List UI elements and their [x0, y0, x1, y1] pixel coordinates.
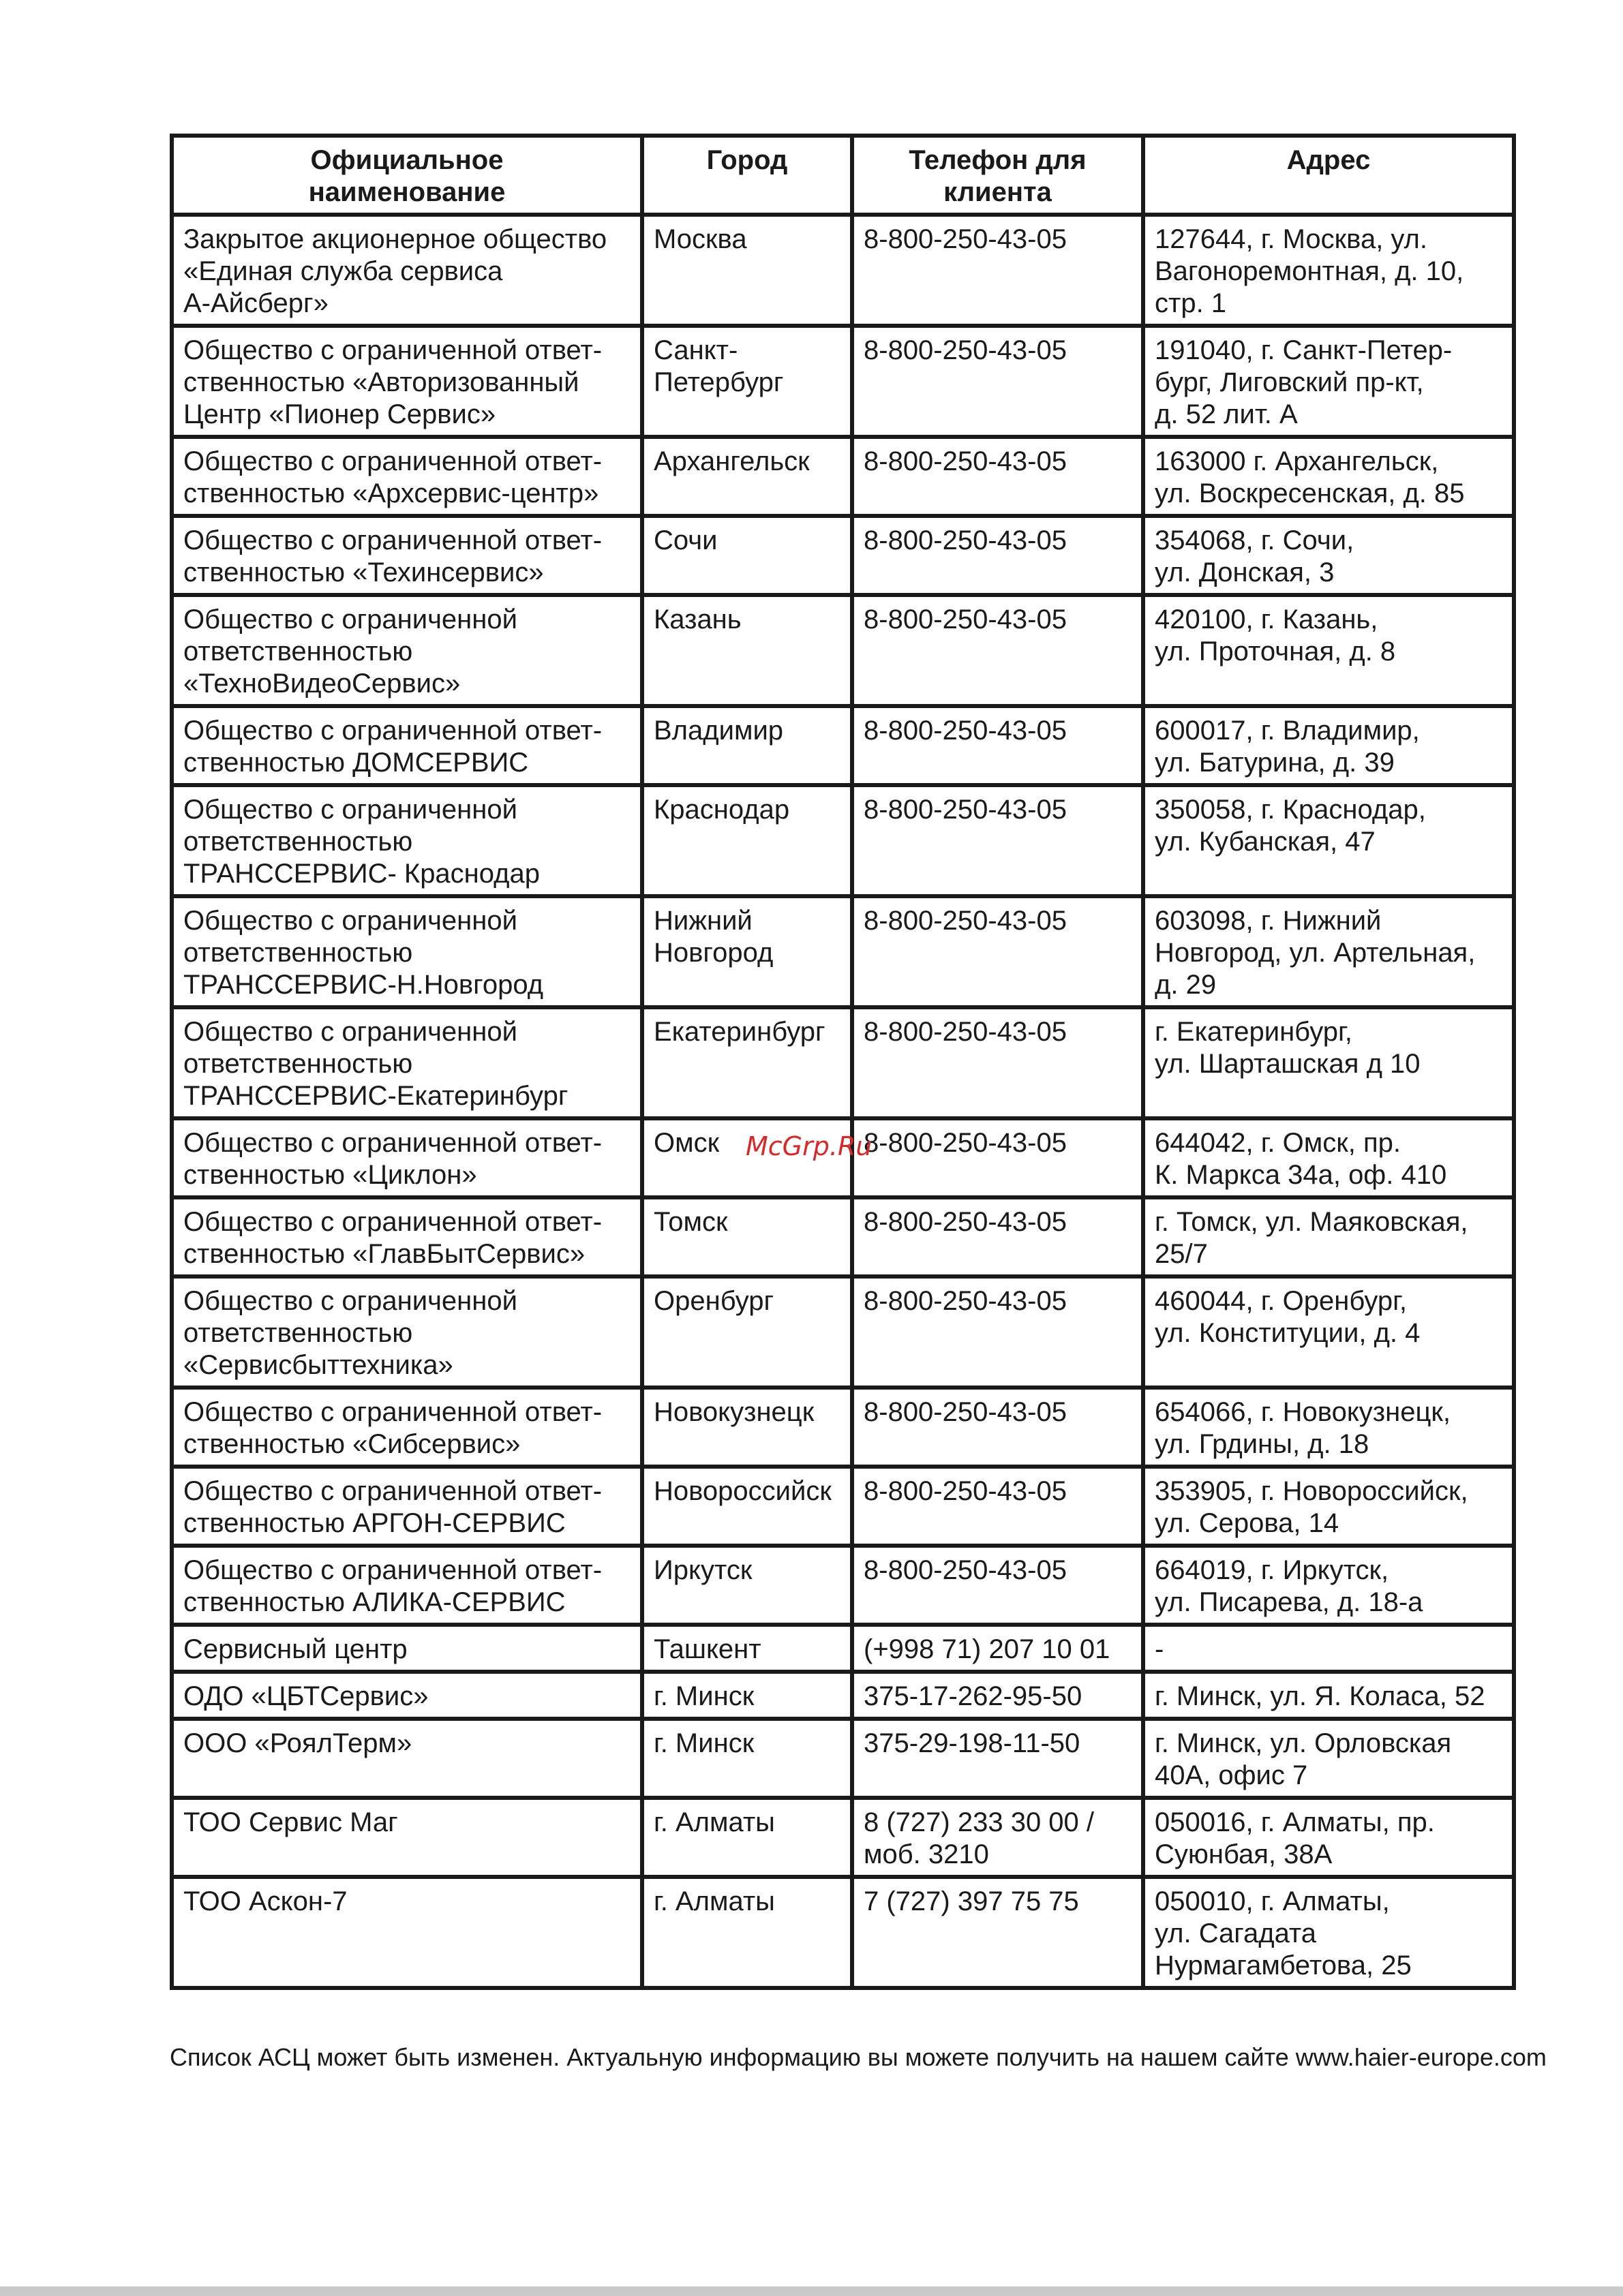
cell-city: Ташкент — [642, 1625, 852, 1672]
table-row — [172, 437, 1514, 516]
cell-client-phone: (+998 71) 207 10 01 — [852, 1625, 1143, 1672]
cell-official-name: Общество с ограниченной ответ- ственностью «ГлавБытСервис» — [172, 1197, 642, 1276]
cell-client-phone: 8-800-250-43-05 — [852, 1467, 1143, 1546]
cell-client-phone: 8-800-250-43-05 — [852, 595, 1143, 706]
cell-official-name: Общество с ограниченной ответ- ственностью «Сибсервис» — [172, 1388, 642, 1467]
cell-client-phone: 8-800-250-43-05 — [852, 1118, 1143, 1197]
cell-client-phone: 8-800-250-43-05 — [852, 1388, 1143, 1467]
cell-city: Сочи — [642, 516, 852, 595]
cell-city: Новокузнецк — [642, 1388, 852, 1467]
cell-address: 354068, г. Сочи, ул. Донская, 3 — [1143, 516, 1514, 595]
cell-city: Томск — [642, 1197, 852, 1276]
cell-city: Санкт- Петербург — [642, 326, 852, 437]
cell-client-phone: 8-800-250-43-05 — [852, 706, 1143, 785]
page-bottom-rule — [0, 2286, 1623, 2296]
header-address: Адрес — [1143, 136, 1514, 215]
cell-city: г. Минск — [642, 1672, 852, 1719]
cell-city: г. Минск — [642, 1719, 852, 1798]
cell-city: Омск — [642, 1118, 852, 1197]
table-row — [172, 785, 1514, 896]
cell-client-phone: 8-800-250-43-05 — [852, 326, 1143, 437]
cell-client-phone: 8 (727) 233 30 00 / моб. 3210 — [852, 1798, 1143, 1877]
header-city: Город — [642, 136, 852, 215]
cell-official-name: ТОО Сервис Маг — [172, 1798, 642, 1877]
cell-client-phone: 375-17-262-95-50 — [852, 1672, 1143, 1719]
watermark-text: McGrp.Ru — [746, 1131, 873, 1161]
cell-official-name: Сервисный центр — [172, 1625, 642, 1672]
cell-official-name: Общество с ограниченной ответ- ственностью «Авторизованный Центр «Пионер Сервис» — [172, 326, 642, 437]
cell-city: г. Алматы — [642, 1798, 852, 1877]
cell-official-name: Закрытое акционерное общество «Единая служба сервиса А-Айсберг» — [172, 215, 642, 326]
cell-address: 664019, г. Иркутск, ул. Писарева, д. 18-а — [1143, 1546, 1514, 1625]
cell-address: г. Томск, ул. Маяковская, 25/7 — [1143, 1197, 1514, 1276]
cell-city: Владимир — [642, 706, 852, 785]
cell-official-name: ОДО «ЦБТСервис» — [172, 1672, 642, 1719]
table-row — [172, 706, 1514, 785]
service-centers-table — [170, 134, 1516, 1990]
cell-client-phone: 8-800-250-43-05 — [852, 215, 1143, 326]
cell-address: 127644, г. Москва, ул. Вагоноремонтная, д. 10, стр. 1 — [1143, 215, 1514, 326]
cell-official-name: Общество с ограниченной ответ- ственностью ДОМСЕРВИС — [172, 706, 642, 785]
table-row — [172, 1877, 1514, 1988]
cell-official-name: Общество с ограниченной ответственностью «Сервисбыттехника» — [172, 1276, 642, 1388]
cell-official-name: Общество с ограниченной ответ- ственностью «Техинсервис» — [172, 516, 642, 595]
cell-official-name: Общество с ограниченной ответственностью «ТехноВидеоСервис» — [172, 595, 642, 706]
cell-address: г. Минск, ул. Орловская 40А, офис 7 — [1143, 1719, 1514, 1798]
cell-address: 603098, г. Нижний Новгород, ул. Артельная, д. 29 — [1143, 896, 1514, 1007]
cell-address: г. Минск, ул. Я. Коласа, 52 — [1143, 1672, 1514, 1719]
cell-client-phone: 375-29-198-11-50 — [852, 1719, 1143, 1798]
table-row — [172, 1719, 1514, 1798]
cell-address: 050016, г. Алматы, пр. Суюнбая, 38А — [1143, 1798, 1514, 1877]
table-row — [172, 896, 1514, 1007]
header-official-name: Официальное наименование — [172, 136, 642, 215]
cell-address: 350058, г. Краснодар, ул. Кубанская, 47 — [1143, 785, 1514, 896]
cell-address: 163000 г. Архангельск, ул. Воскресенская, д. 85 — [1143, 437, 1514, 516]
cell-client-phone: 8-800-250-43-05 — [852, 896, 1143, 1007]
cell-city: Иркутск — [642, 1546, 852, 1625]
table-row — [172, 1672, 1514, 1719]
cell-client-phone: 8-800-250-43-05 — [852, 1197, 1143, 1276]
cell-client-phone: 8-800-250-43-05 — [852, 1276, 1143, 1388]
cell-address: 644042, г. Омск, пр. К. Маркса 34а, оф. 410 — [1143, 1118, 1514, 1197]
cell-official-name: ТОО Аскон-7 — [172, 1877, 642, 1988]
cell-address: - — [1143, 1625, 1514, 1672]
cell-client-phone: 7 (727) 397 75 75 — [852, 1877, 1143, 1988]
cell-address: 050010, г. Алматы, ул. Сагадата Нурмагамбетова, 25 — [1143, 1877, 1514, 1988]
cell-address: г. Екатеринбург, ул. Шарташская д 10 — [1143, 1007, 1514, 1118]
table-row — [172, 1625, 1514, 1672]
table-row — [172, 326, 1514, 437]
table-row — [172, 1197, 1514, 1276]
cell-address: 600017, г. Владимир, ул. Батурина, д. 39 — [1143, 706, 1514, 785]
cell-city: Екатеринбург — [642, 1007, 852, 1118]
cell-city: Новороссийск — [642, 1467, 852, 1546]
cell-address: 654066, г. Новокузнецк, ул. Грдины, д. 18 — [1143, 1388, 1514, 1467]
cell-official-name: Общество с ограниченной ответственностью ТРАНССЕРВИС-Екатеринбург — [172, 1007, 642, 1118]
cell-official-name: Общество с ограниченной ответ- ственностью «Циклон» — [172, 1118, 642, 1197]
table-row — [172, 1546, 1514, 1625]
cell-city: Нижний Новгород — [642, 896, 852, 1007]
cell-client-phone: 8-800-250-43-05 — [852, 1007, 1143, 1118]
cell-official-name: Общество с ограниченной ответ- ственностью «Архсервис-центр» — [172, 437, 642, 516]
cell-city: Казань — [642, 595, 852, 706]
table-row — [172, 595, 1514, 706]
cell-city: г. Алматы — [642, 1877, 852, 1988]
cell-official-name: Общество с ограниченной ответ- ственностью АРГОН-СЕРВИС — [172, 1467, 642, 1546]
cell-official-name: ООО «РоялТерм» — [172, 1719, 642, 1798]
cell-client-phone: 8-800-250-43-05 — [852, 437, 1143, 516]
cell-client-phone: 8-800-250-43-05 — [852, 516, 1143, 595]
table-row — [172, 1798, 1514, 1877]
cell-address: 420100, г. Казань, ул. Проточная, д. 8 — [1143, 595, 1514, 706]
cell-city: Москва — [642, 215, 852, 326]
cell-address: 353905, г. Новороссийск, ул. Серова, 14 — [1143, 1467, 1514, 1546]
cell-city: Краснодар — [642, 785, 852, 896]
cell-address: 460044, г. Оренбург, ул. Конституции, д. 4 — [1143, 1276, 1514, 1388]
cell-official-name: Общество с ограниченной ответ- ственностью АЛИКА-СЕРВИС — [172, 1546, 642, 1625]
cell-official-name: Общество с ограниченной ответственностью ТРАНССЕРВИС-Н.Новгород — [172, 896, 642, 1007]
table-row — [172, 1276, 1514, 1388]
table-row — [172, 516, 1514, 595]
cell-official-name: Общество с ограниченной ответственностью ТРАНССЕРВИС- Краснодар — [172, 785, 642, 896]
footnote: Список АСЦ может быть изменен. Актуальную информацию вы можете получить на нашем сайте www.haier-europe.com — [170, 2043, 1547, 2071]
table-row — [172, 1467, 1514, 1546]
header-client-phone: Телефон для клиента — [852, 136, 1143, 215]
cell-city: Оренбург — [642, 1276, 852, 1388]
cell-city: Архангельск — [642, 437, 852, 516]
table-row — [172, 1388, 1514, 1467]
cell-client-phone: 8-800-250-43-05 — [852, 1546, 1143, 1625]
table-row — [172, 1007, 1514, 1118]
cell-client-phone: 8-800-250-43-05 — [852, 785, 1143, 896]
table-row — [172, 215, 1514, 326]
cell-address: 191040, г. Санкт-Петер- бург, Лиговский пр-кт, д. 52 лит. А — [1143, 326, 1514, 437]
table-header-row — [172, 136, 1514, 215]
